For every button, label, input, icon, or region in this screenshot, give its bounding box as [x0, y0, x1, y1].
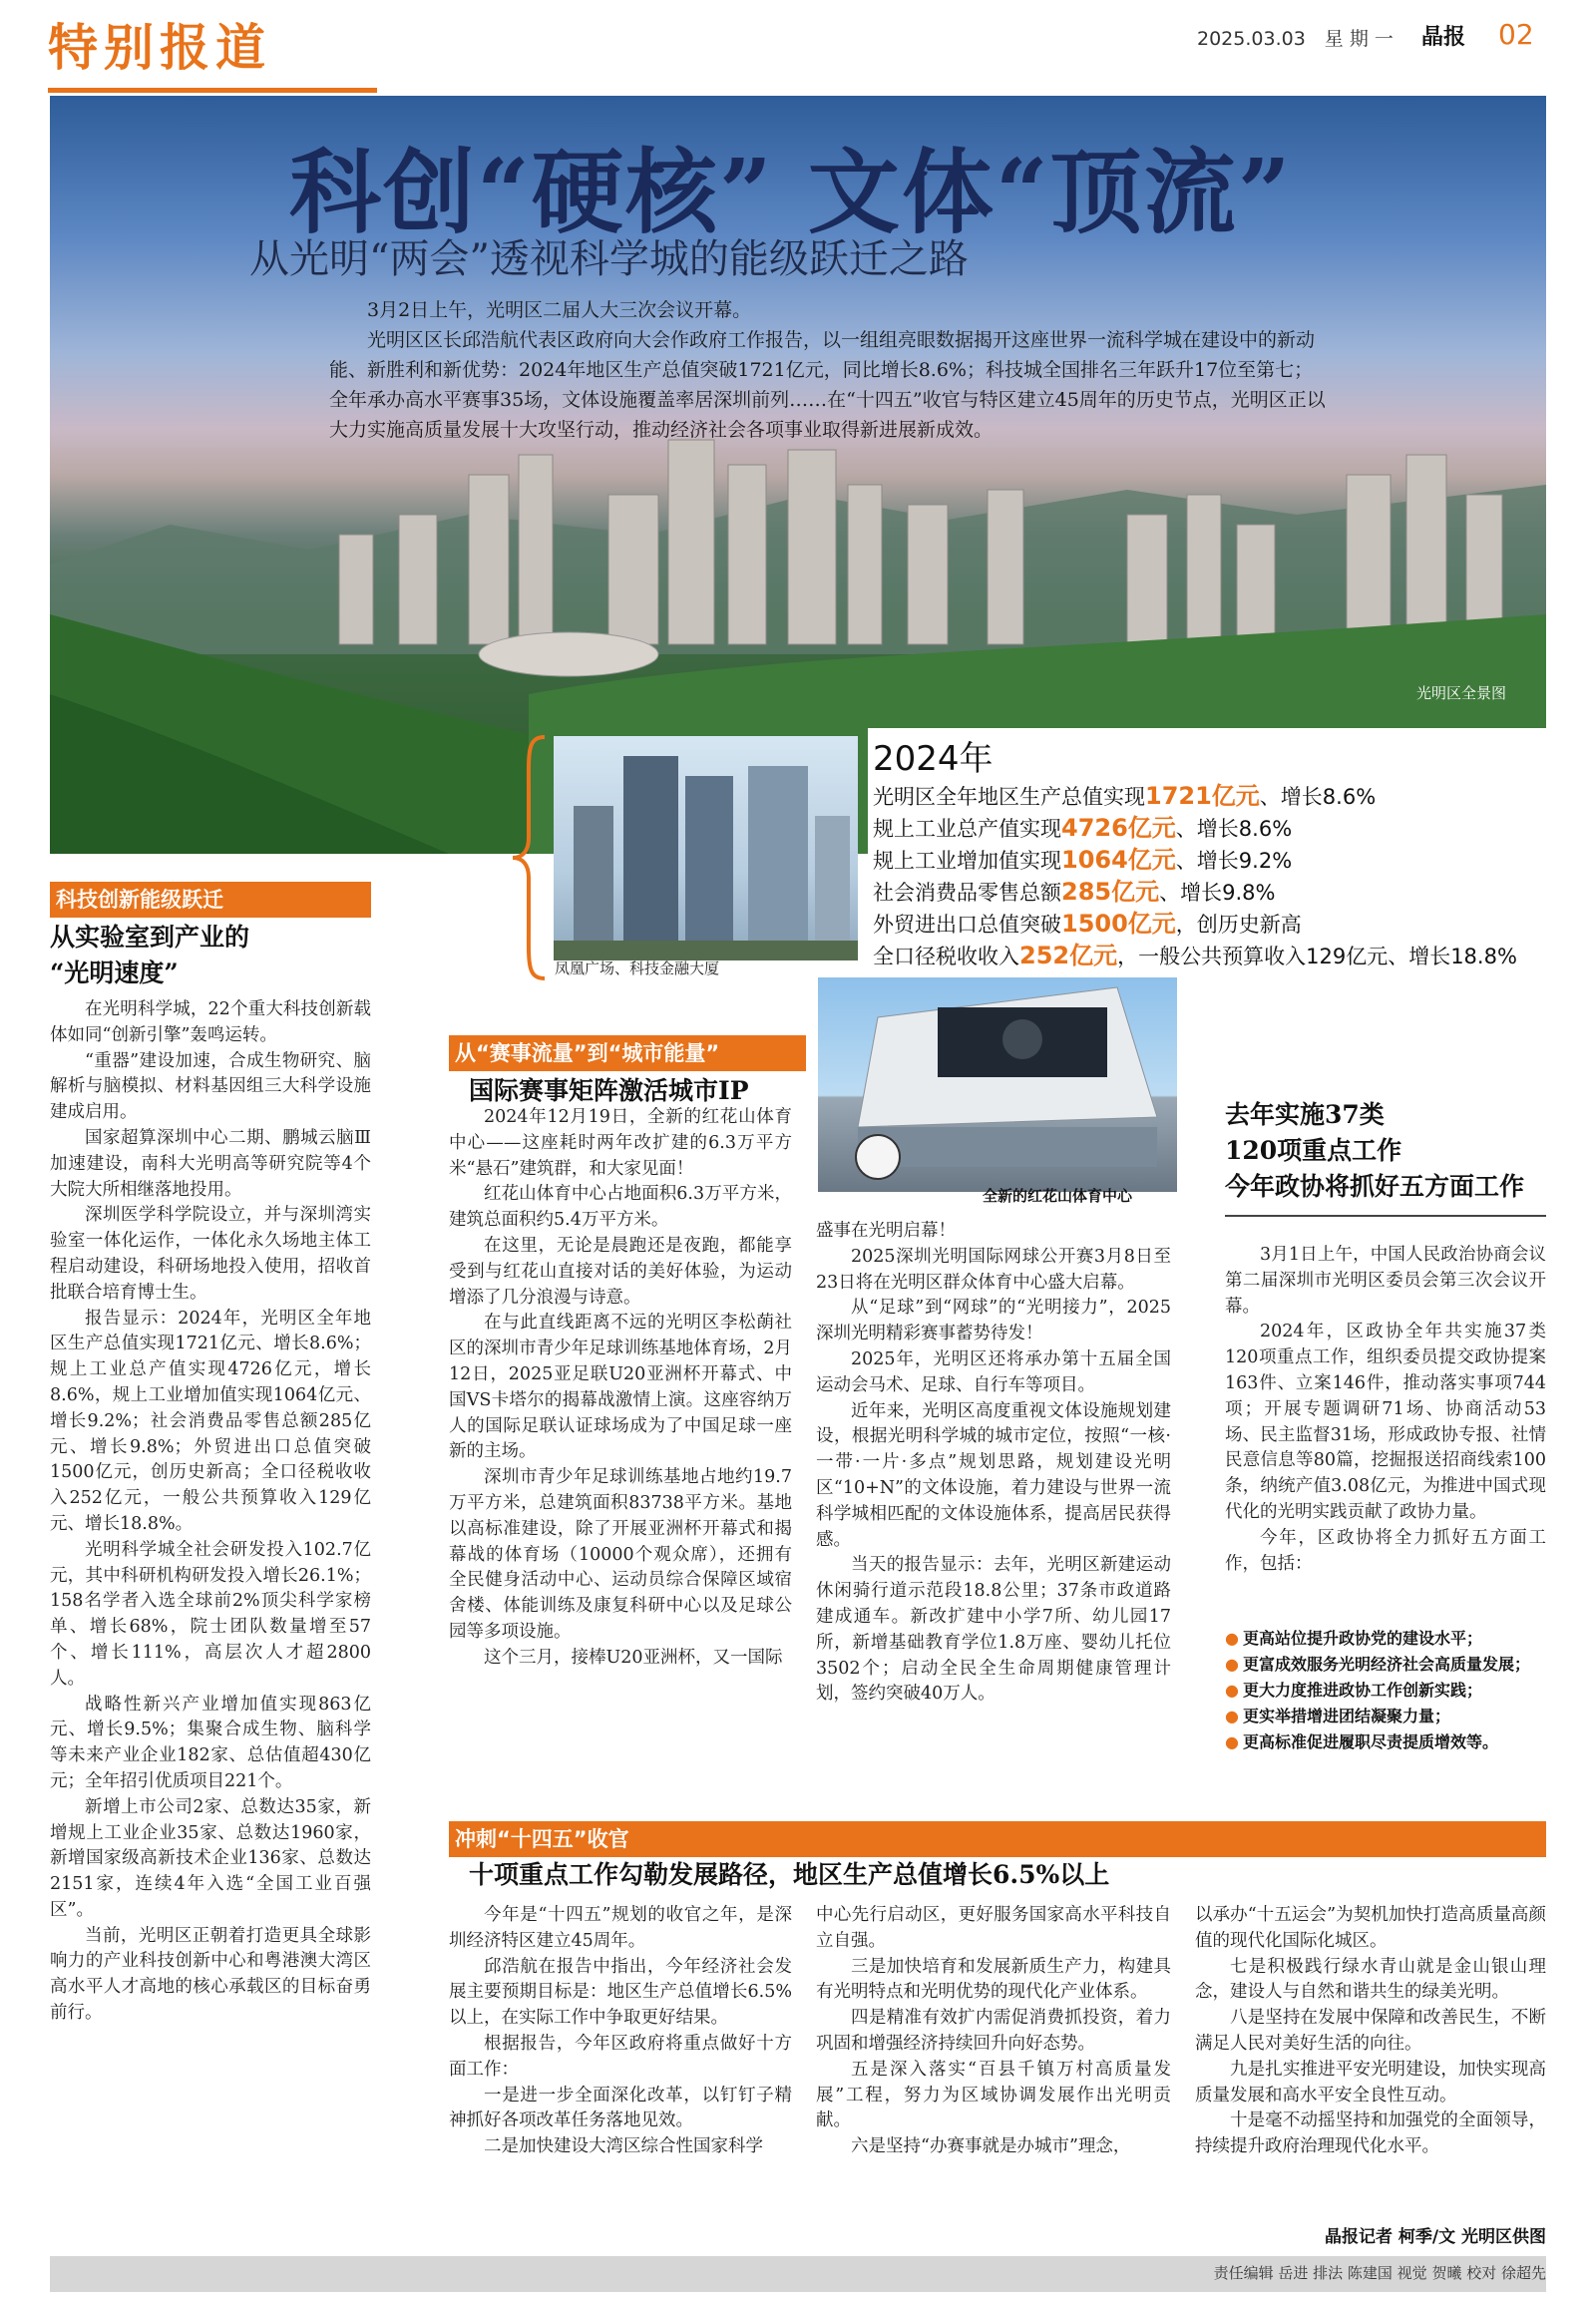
lead-paragraph: 光明区区长邱浩航代表区政府向大会作政府工作报告，以一组组亮眼数据揭开这座世界一流科学城在建设中的新动能、新胜利和新优势：2024年地区生产总值突破1721亿元，同比增长8.6%；科技城全国排名三年跃升17位至第七；全年承办高水平赛事35场，文体设施覆盖率居深圳前列……在“十四五”收官与特区建立45周年的历史节点，光明区正以大力实施高质量发展十大攻坚行动，推动经济社会各项事业取得新进展新成效。	[329, 329, 1326, 441]
section-kicker: 特别报道	[48, 19, 271, 77]
finance-tower-caption: 凤凰广场、科技金融大厦	[555, 959, 720, 977]
body-paragraph: 盛事在光明启幕！	[816, 1221, 956, 1241]
body-paragraph: 深圳市青少年足球训练基地占地约19.7万平方米，总建筑面积83738平方米。基地以高标准建设，除了开展亚洲杯开幕式和揭幕战的体育场（10000个观众席），还拥有全民健身活动中心、运动员综合保障区域宿舍楼、体能训练及康复科研中心以及足球公园等多项设施。	[449, 1467, 792, 1642]
body-paragraph: 报告显示：2024年，光明区全年地区生产总值实现1721亿元、增长8.6%；规上工业总产值实现4726亿元，增长8.6%，规上工业增加值实现1064亿元、增长9.2%；社会消费品零售总额285亿元、增长9.8%；外贸进出口总值突破1500亿元，创历史新高；全口径税收收入252亿元，一般公共预算收入129亿元、增长18.8%。	[50, 1308, 371, 1534]
body-paragraph: 2024年12月19日，全新的红花山体育中心——这座耗时两年改扩建的6.3万平方米“悬石”建筑群，和大家见面！	[449, 1107, 792, 1179]
stat-text: 外贸进出口总值突破	[873, 913, 1061, 937]
body-paragraph: 近年来，光明区高度重视文体设施规划建设，根据光明科学城的城市定位，按照“一核·一带·一片·多点”规划思路，规划建设光明区“10+N”的文体设施，着力建设与世界一流科学城相匹配的文体设施体系，提高居民获得感。	[816, 1400, 1171, 1550]
stat-text: 、增长9.8%	[1159, 881, 1276, 905]
body-paragraph: 2024年，区政协全年共实施37类120项重点工作，组织委员提交政协提案163件、立案146件，推动落实事项744项；开展专题调研71场、协商活动53场、民主监督31场，形成政协专报、社情民意信息等80篇，挖掘报送招商线索100条，纳统产值3.08亿元，为推进中国式现代化的光明实践贡献了政协力量。	[1225, 1322, 1546, 1522]
cppcc-work-list	[1225, 1626, 1554, 1755]
body-paragraph: 新增上市公司2家、总数达35家，新增规上工业企业35家、总数达1960家，新增国家级高新技术企业136家、总数达2151家，连续4年入选“全国工业百强区”。	[50, 1796, 371, 1920]
stadium-illustration	[818, 977, 1177, 1192]
body-paragraph: 在与此直线距离不远的光明区李松蓢社区的深圳市青少年足球训练基地体育场，2月12日，2025亚足联U20亚洲杯开幕式、中国VS卡塔尔的揭幕战激情上演。这座容纳万人的国际足联认证球场成为了中国足球一座新的主场。	[449, 1313, 792, 1462]
article-plan-col1	[449, 1903, 792, 2160]
stat-value: 285亿元	[1061, 878, 1160, 906]
stats-line	[873, 808, 1551, 840]
stat-value: 4726亿元	[1061, 814, 1176, 842]
stat-text: ，一般公共预算收入129亿元、增长18.8%	[1117, 945, 1517, 968]
body-paragraph: 2025年，光明区还将承办第十五届全国运动会马术、足球、自行车等项目。	[816, 1348, 1171, 1395]
article-cppcc-body	[1225, 1243, 1546, 1577]
byline: 晶报记者 柯季/文 光明区供图	[1324, 2227, 1546, 2247]
stat-value: 1721亿元	[1145, 782, 1260, 810]
page-number: 02	[1498, 18, 1534, 51]
list-item: ● 更高站位提升政协党的建设水平；	[1225, 1626, 1554, 1652]
body-paragraph: 在光明科学城，22个重大科技创新载体如同“创新引擎”轰鸣运转。	[50, 999, 371, 1045]
finance-tower-photo	[554, 736, 858, 960]
section-label-tech: 科技创新能级跃迁	[50, 882, 371, 918]
kicker-underline	[48, 88, 377, 93]
title-line: “光明速度”	[50, 958, 179, 987]
stat-text: 规上工业总产值实现	[873, 817, 1061, 841]
title-line: 从实验室到产业的	[50, 923, 250, 952]
body-paragraph: 九是扎实推进平安光明建设，加快实现高质量发展和高水平安全良性互动。	[1195, 2059, 1546, 2106]
body-paragraph: 七是积极践行绿水青山就是金山银山理念，建设人与自然和谐共生的绿美光明。	[1195, 1956, 1546, 2003]
stat-text: 全口径税收收入	[873, 945, 1019, 968]
section-title-plan: 十项重点工作勾勒发展路径，地区生产总值增长6.5%以上	[469, 1860, 1110, 1889]
stadium-caption: 全新的红花山体育中心	[983, 1187, 1133, 1205]
body-paragraph: 三是加快培育和发展新质生产力，构建具有光明特点和光明优势的现代化产业体系。	[816, 1956, 1171, 2003]
towers-illustration	[554, 736, 858, 960]
list-item: ● 更富成效服务光明经济社会高质量发展；	[1225, 1652, 1554, 1678]
stadium-photo	[818, 977, 1177, 1192]
paper-logo: 晶报	[1421, 25, 1466, 50]
section-label-sports: 从“赛事流量”到“城市能量”	[449, 1035, 806, 1071]
stat-text: 、增长9.2%	[1175, 849, 1293, 873]
lead-paragraph: 3月2日上午，光明区二届人大三次会议开幕。	[367, 299, 752, 321]
stat-value: 1500亿元	[1061, 910, 1176, 938]
body-paragraph: 二是加快建设大湾区综合性国家科学	[484, 2136, 763, 2157]
body-paragraph: 3月1日上午，中国人民政治协商会议第二届深圳市光明区委员会第三次会议开幕。	[1225, 1245, 1546, 1317]
orange-brace	[509, 733, 549, 982]
title-line: 120项重点工作	[1225, 1136, 1402, 1165]
main-headline: 科创“硬核” 文体“顶流”	[289, 139, 1293, 246]
body-paragraph: 红花山体育中心占地面积6.3万平方米，建筑总面积约5.4万平方米。	[449, 1184, 792, 1231]
article-sports-col2	[816, 1219, 1171, 1708]
body-paragraph: 十是毫不动摇坚持和加强党的全面领导，持续提升政府治理现代化水平。	[1195, 2110, 1546, 2157]
body-paragraph: 战略性新兴产业增加值实现863亿元、增长9.5%；集聚合成生物、脑科学等未来产业企业182家、总估值超430亿元；全年招引优质项目221个。	[50, 1694, 371, 1791]
body-paragraph: 八是坚持在发展中保障和改善民生，不断满足人民对美好生活的向往。	[1195, 2008, 1546, 2054]
stats-line	[873, 936, 1551, 967]
body-paragraph: 这个三月，接棒U20亚洲杯，又一国际	[484, 1647, 783, 1668]
body-paragraph: 邱浩航在报告中指出，今年经济社会发展主要预期目标是：地区生产总值增长6.5%以上，在实际工作中争取更好结果。	[449, 1956, 792, 2029]
stats-line	[873, 840, 1551, 872]
body-paragraph: 以承办“十五运会”为契机加快打造高质量高颜值的现代化国际化城区。	[1195, 1905, 1546, 1951]
body-paragraph: 光明科学城全社会研发投入102.7亿元，其中科研机构研发投入增长26.1%；158名学者入选全球前2%顶尖科学家榜单、增长68%，院士团队数量增至57个、增长111%，高层次人才超2800人。	[50, 1539, 371, 1689]
body-paragraph: 四是精准有效扩内需促消费抓投资，着力巩固和增强经济持续回升向好态势。	[816, 2008, 1171, 2054]
article-tech-body	[50, 997, 371, 2027]
issue-date: 2025.03.03 星 期 一	[1197, 28, 1394, 50]
sub-headline: 从光明“两会”透视科学城的能级跃迁之路	[249, 236, 969, 282]
body-paragraph: 2025深圳光明国际网球公开赛3月8日至23日将在光明区群众体育中心盛大启幕。	[816, 1246, 1171, 1293]
cppcc-title-rule	[1225, 1215, 1546, 1217]
body-paragraph: 从“足球”到“网球”的“光明接力”，2025深圳光明精彩赛事蓄势待发！	[816, 1298, 1171, 1344]
stats-year: 2024年	[873, 739, 994, 779]
body-paragraph: 国家超算深圳中心二期、鹏城云脑Ⅲ加速建设，南科大光明高等研究院等4个大院大所相继落地投用。	[50, 1127, 371, 1200]
body-paragraph: 当前，光明区正朝着打造更具全球影响力的产业科技创新中心和粤港澳大湾区高水平人才高地的核心承载区的目标奋勇前行。	[50, 1925, 371, 2024]
body-paragraph: 五是深入落实“百县千镇万村高质量发展”工程，努力为区域协调发展作出光明贡献。	[816, 2059, 1171, 2131]
body-paragraph: 今年是“十四五”规划的收官之年，是深圳经济特区建立45周年。	[449, 1905, 792, 1951]
list-item: ● 更高标准促进履职尽责提质增效等。	[1225, 1729, 1554, 1755]
body-paragraph: 根据报告，今年区政府将重点做好十方面工作：	[449, 2033, 792, 2080]
hero-photo-caption: 光明区全景图	[1416, 684, 1507, 702]
stats-line	[873, 776, 1551, 808]
body-paragraph: 在这里，无论是晨跑还是夜跑，都能享受到与红花山直接对话的美好体验，为运动增添了几分浪漫与诗意。	[449, 1235, 792, 1308]
body-paragraph: 一是进一步全面深化改革，以钉钉子精神抓好各项改革任务落地见效。	[449, 2085, 792, 2131]
stat-value: 1064亿元	[1061, 846, 1176, 874]
title-line: 今年政协将抓好五方面工作	[1225, 1172, 1525, 1201]
stat-value: 252亿元	[1019, 942, 1118, 969]
list-item: ● 更大力度推进政协工作创新实践；	[1225, 1678, 1554, 1704]
body-paragraph: 当天的报告显示：去年，光明区新建运动休闲骑行道示范段18.8公里；37条市政道路建成通车。新改扩建中小学7所、幼儿园17所，新增基础教育学位1.8万座、婴幼儿托位3502个；启动全民全生命周期健康管理计划，签约突破40万人。	[816, 1555, 1171, 1705]
stat-text: 、增长8.6%	[1259, 785, 1377, 809]
title-line: 去年实施37类	[1225, 1100, 1385, 1129]
body-paragraph: 六是坚持“办赛事就是办城市”理念，	[851, 2136, 1131, 2157]
stats-line	[873, 872, 1551, 904]
article-sports-col1	[449, 1105, 792, 1672]
stat-text: 规上工业增加值实现	[873, 849, 1061, 873]
stat-text: ，创历史新高	[1175, 913, 1302, 937]
list-item: ● 更实举措增进团结凝聚力量；	[1225, 1704, 1554, 1729]
stat-text: 社会消费品零售总额	[873, 881, 1061, 905]
lead-paragraphs	[329, 295, 1327, 445]
body-paragraph: 深圳医学科学院设立，并与深圳湾实验室一体化运作，一体化永久场地主体工程启动建设，科研场地投入使用，招收首批联合培育博士生。	[50, 1205, 371, 1303]
stat-text: 光明区全年地区生产总值实现	[873, 785, 1145, 809]
body-paragraph: 今年，区政协将全力抓好五方面工作，包括：	[1225, 1527, 1546, 1574]
stats-line	[873, 904, 1551, 936]
section-label-plan: 冲刺“十四五”收官	[449, 1821, 1546, 1857]
section-title-cppcc	[1225, 1097, 1554, 1205]
stat-text: 、增长8.6%	[1175, 817, 1293, 841]
editor-credits: 责任编辑 岳进 排法 陈建国 视觉 贺曦 校对 徐超先	[1213, 2264, 1546, 2282]
section-title-tech	[50, 920, 369, 991]
section-title-sports: 国际赛事矩阵激活城市IP	[469, 1076, 749, 1105]
body-paragraph: 中心先行启动区，更好服务国家高水平科技自立自强。	[816, 1905, 1171, 1951]
article-plan-col3	[1195, 1903, 1546, 2160]
body-paragraph: “重器”建设加速，合成生物研究、脑解析与脑模拟、材料基因组三大科学设施建成启用。	[50, 1050, 371, 1123]
article-plan-col2	[816, 1903, 1171, 2160]
